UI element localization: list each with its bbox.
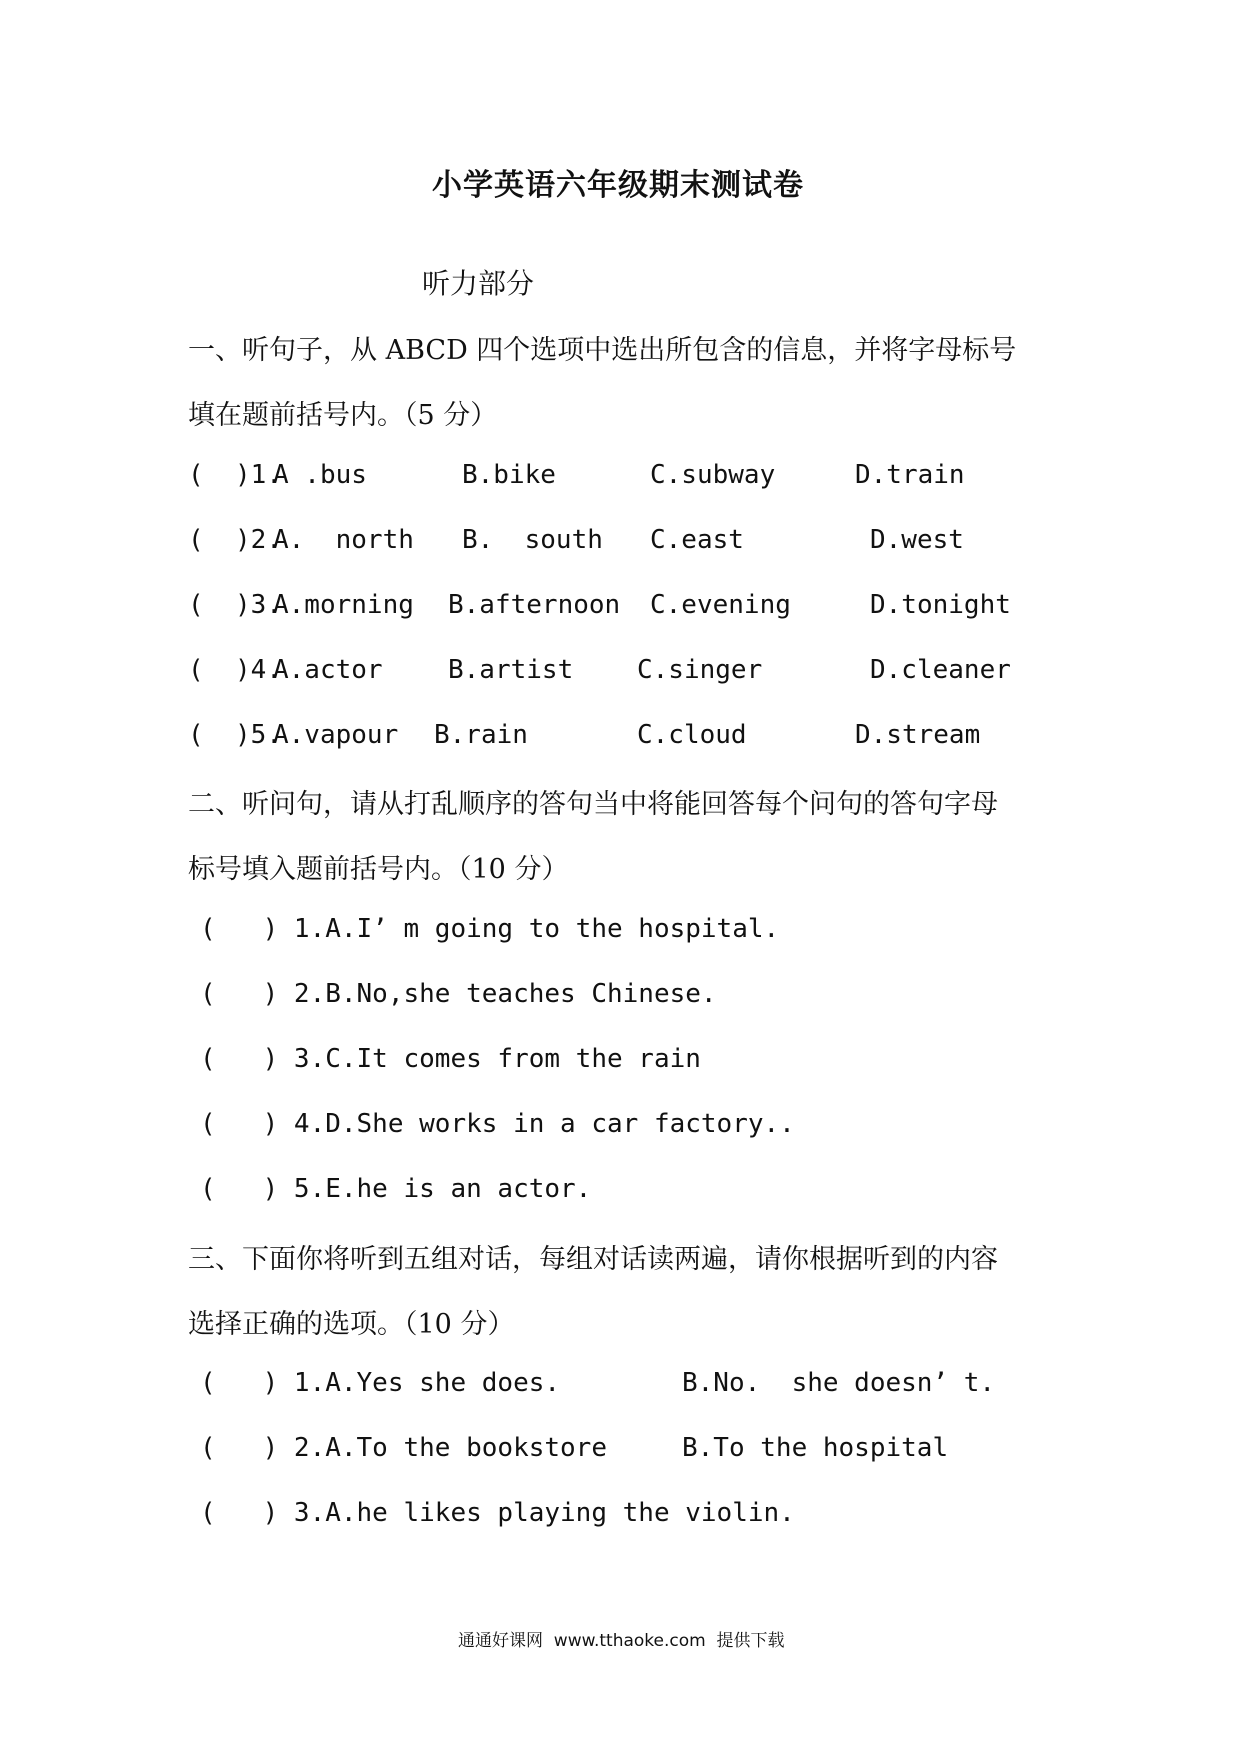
section1-instruction-line2: 填在题前括号内。（5 分） [188, 400, 498, 431]
list-item: ( ) 1.A.Yes she does. [200, 1368, 561, 1398]
option-b: B.To the hospital [682, 1433, 949, 1463]
list-item: ( ) 2.A.To the bookstore [200, 1433, 607, 1463]
option-b: B. south [462, 525, 603, 555]
option-b: B.rain [434, 720, 528, 750]
option-b: B.artist [448, 655, 574, 685]
section3-instruction-line1: 三、下面你将听到五组对话，每组对话读两遍，请你根据听到的内容 [188, 1244, 998, 1275]
option-d: D.cleaner [870, 655, 1011, 685]
option-d: D.tonight [870, 590, 1011, 620]
option-d: D.stream [855, 720, 981, 750]
option-a: A. north [273, 525, 414, 555]
list-item: ( ) 5.E.he is an actor. [200, 1174, 592, 1204]
question-number: ( )2. [188, 525, 282, 555]
question-number: ( )5. [188, 720, 282, 750]
option-d: D.west [870, 525, 964, 555]
option-d: D.train [855, 460, 965, 490]
question-number: ( )1. [188, 460, 282, 490]
list-item: ( ) 4.D.She works in a car factory.. [200, 1109, 795, 1139]
option-b: B.No. she doesn’ t. [682, 1368, 996, 1398]
option-c: C.subway [650, 460, 776, 490]
option-b: B.afternoon [448, 590, 621, 620]
question-number: ( )3. [188, 590, 282, 620]
section-subtitle: 听力部分 [422, 267, 535, 300]
option-c: C.evening [650, 590, 791, 620]
option-c: C.singer [637, 655, 763, 685]
section1-instruction-line1: 一、听句子，从 ABCD 四个选项中选出所包含的信息，并将字母标号 [188, 335, 1017, 366]
section3-instruction-line2: 选择正确的选项。（10 分） [188, 1309, 515, 1340]
section2-instruction-line2: 标号填入题前括号内。（10 分） [188, 854, 569, 885]
option-b: B.bike [462, 460, 556, 490]
option-a: A.vapour [273, 720, 399, 750]
option-c: C.cloud [637, 720, 747, 750]
list-item: ( ) 3.A.he likes playing the violin. [200, 1498, 795, 1528]
footer-credit: 通通好课网 www.tthaoke.com 提供下载 [458, 1631, 785, 1651]
option-c: C.east [650, 525, 744, 555]
option-a: A .bus [273, 460, 367, 490]
page-title: 小学英语六年级期末测试卷 [432, 168, 804, 203]
question-number: ( )4. [188, 655, 282, 685]
list-item: ( ) 3.C.It comes from the rain [200, 1044, 701, 1074]
section2-instruction-line1: 二、听问句，请从打乱顺序的答句当中将能回答每个问句的答句字母 [188, 789, 998, 820]
list-item: ( ) 1.A.I’ m going to the hospital. [200, 914, 780, 944]
list-item: ( ) 2.B.No,she teaches Chinese. [200, 979, 717, 1009]
option-a: A.actor [273, 655, 383, 685]
option-a: A.morning [273, 590, 414, 620]
